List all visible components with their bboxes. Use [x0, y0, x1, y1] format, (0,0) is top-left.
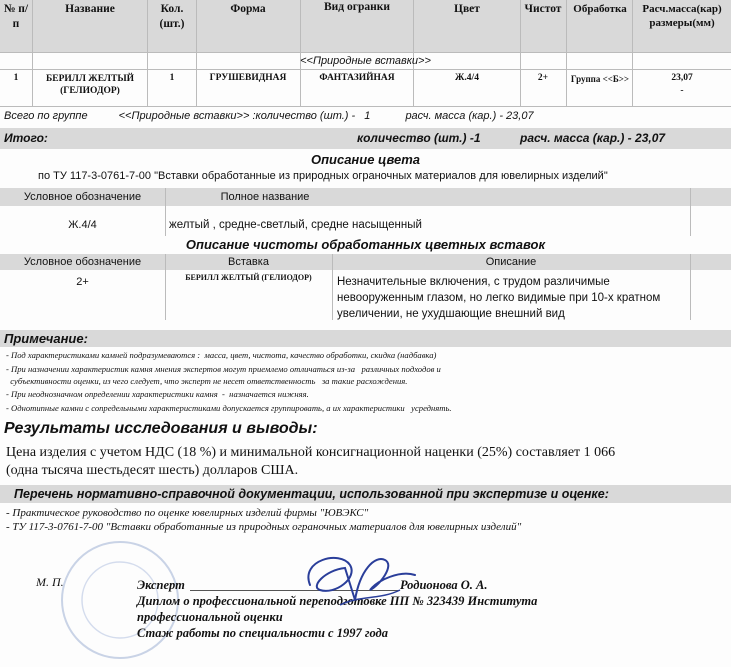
- results-line-2: (одна тысяча шестьдесят шесть) долларов США.: [6, 463, 299, 478]
- diploma-line-1: Диплом о профессиональной переподготовке ПП № 323439 Института: [137, 594, 538, 608]
- handwritten-signature: [280, 540, 420, 620]
- col-num-header: № п/п: [3, 3, 29, 30]
- clarity-col2-header: Вставка: [228, 256, 269, 268]
- total-mass: расч. масса (кар.) - 23,07: [520, 131, 666, 145]
- col-treatment-header: Обработка: [573, 3, 627, 15]
- results-line-1: Цена изделия с учетом НДС (18 %) и минимальной консигнационной наценки (25%) составляет 1 066: [6, 445, 616, 460]
- col-qty-header: Кол. (шт.): [159, 3, 185, 30]
- row-mass: 23,07: [671, 73, 693, 83]
- col-name-header: Название: [65, 3, 115, 15]
- color-desc-subtitle: по ТУ 117-3-0761-7-00 "Вставки обработанные из природных ограночных материалов для ювелирных изделий": [38, 170, 608, 182]
- row-cut: ФАНТАЗИЙНАЯ: [319, 73, 395, 83]
- clarity-col3-header: Описание: [485, 256, 537, 268]
- note-3: субъективности оценки, из чего следует, что эксперт не несет ответственность за такие расхождения.: [6, 376, 408, 386]
- color-full: желтый , средне-светлый, средне насыщенный: [169, 219, 422, 231]
- notes-title: Примечание:: [4, 331, 88, 346]
- col-cut-header: Вид огранки: [324, 1, 390, 13]
- clarity-desc-title: Описание чистоты обработанных цветных вставок: [185, 237, 546, 252]
- row-mass-sub: -: [680, 86, 684, 96]
- diploma-line-2: профессиональной оценки: [137, 610, 283, 624]
- color-code: Ж.4/4: [68, 219, 97, 231]
- note-4: - При неоднозначном определении характеристики камня - назначается нижняя.: [6, 389, 309, 399]
- row-color: Ж.4/4: [455, 73, 479, 83]
- col-color-header: Цвет: [454, 3, 480, 15]
- doc-1: - Практическое руководство по оценке ювелирных изделий фирмы "ЮВЭКС": [6, 507, 369, 519]
- group-total-qty: 1: [364, 110, 371, 122]
- row-name: БЕРИЛЛ ЖЕЛТЫЙ (ГЕЛИОДОР): [45, 74, 135, 96]
- row-treatment: Группа <<Б>>: [570, 74, 630, 84]
- expert-name: Родионова О. А.: [400, 578, 488, 592]
- group-total-mass: 23,07: [506, 110, 534, 122]
- clarity-insert: БЕРИЛЛ ЖЕЛТЫЙ (ГЕЛИОДОР): [185, 273, 312, 282]
- color-desc-title: Описание цвета: [310, 152, 421, 167]
- doc-2: - ТУ 117-3-0761-7-00 "Вставки обработанные из природных ограночных материалов для ювелирных изделий": [6, 521, 522, 533]
- note-5: - Однотипные камни с сопредельными характеристиками допускается группировать, а их характеристики усреднять.: [6, 403, 452, 413]
- note-1: - Под характеристиками камней подразумеваются : масса, цвет, чистота, качество обработки, скидка (надбавка): [6, 350, 437, 360]
- expert-label: Эксперт: [137, 578, 185, 592]
- group-total-group: <<Природные вставки>>: [118, 110, 250, 122]
- notes-header: [0, 330, 731, 347]
- group-total-qty-label: :количество (шт.) -: [252, 110, 356, 122]
- col-clarity-header: Чистот: [524, 3, 562, 15]
- group-label: <<Природные вставки>>: [300, 55, 431, 67]
- clarity-code: 2+: [76, 276, 89, 288]
- total-label: Итого:: [4, 131, 48, 145]
- row-num: 1: [13, 73, 19, 83]
- group-total-label: Всего по группе: [4, 110, 88, 122]
- color-col1-header: Условное обозначение: [23, 191, 142, 203]
- color-col2-header: Полное название: [220, 191, 310, 203]
- docs-title: Перечень нормативно-справочной документации, использованной при экспертизе и оценке:: [14, 487, 609, 501]
- total-qty: количество (шт.) -1: [357, 131, 481, 145]
- results-title: Результаты исследования и выводы:: [4, 420, 318, 437]
- row-qty: 1: [169, 73, 175, 83]
- group-total: [4, 110, 534, 122]
- note-2: - При назначении характеристик камня мнения экспертов могут приемлемо отличаться из-за различных подходов и: [6, 364, 441, 374]
- col-mass-header: Расч.масса(кар) размеры(мм): [642, 3, 722, 29]
- experience-line: Стаж работы по специальности с 1997 года: [137, 626, 389, 640]
- row-clarity: 2+: [537, 73, 549, 83]
- mp-label: М. П.: [36, 575, 64, 589]
- row-form: ГРУШЕВИДНАЯ: [209, 73, 287, 83]
- col-form-header: Форма: [230, 3, 266, 15]
- clarity-col1-header: Условное обозначение: [23, 256, 142, 268]
- clarity-description: Незначительные включения, с трудом различимые невооруженным глазом, но легко видимые при 10-х кратном увеличении, не ухудшающие внешний вид: [337, 276, 661, 320]
- group-total-mass-label: расч. масса (кар.) -: [405, 110, 503, 122]
